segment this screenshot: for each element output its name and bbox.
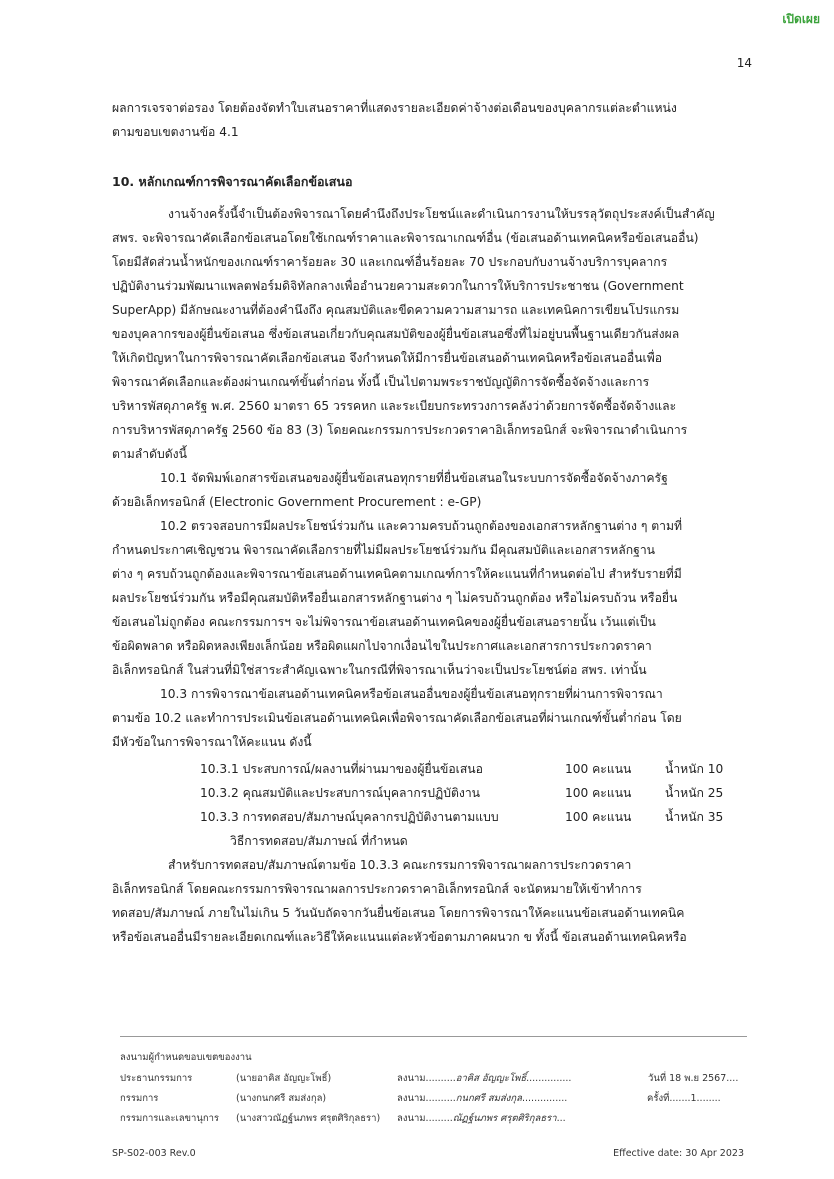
document-code: SP-S02-003 Rev.0 [112,1148,196,1159]
effective-date: Effective date: 30 Apr 2023 [613,1148,744,1159]
text-line: หรือข้อเสนออื่นมีรายละเอียดเกณฑ์และวิธีให้คะแนนแต่ละหัวข้อตามภาคผนวก ข ทั้งนี้ ข้อเสนอด้านเทคนิคหรือ [112,930,687,944]
criteria-list [200,757,760,853]
text-line: ตามลำดับดังนี้ [112,447,187,461]
criteria-row [200,781,760,805]
text-line: ให้เกิดปัญหาในการพิจารณาคัดเลือกข้อเสนอ จึงกำหนดให้มีการยื่นข้อเสนอด้านเทคนิคหรือข้อเสนออื่นเพื่อ [112,351,663,365]
criteria-score: 100 คะแนน [565,810,632,824]
text-line: ตามขอบเขตงานข้อ 4.1 [112,125,239,139]
section-body [112,202,754,754]
criteria-name: 10.3.2 คุณสมบัติและประสบการณ์บุคลากรปฏิบัติงาน [200,786,480,800]
text-line: ข้อเสนอไม่ถูกต้อง คณะกรรมการฯ จะไม่พิจารณาข้อเสนอด้านเทคนิคของผู้ยื่นข้อเสนอรายนั้น เว้นแต่เป็น [112,615,656,629]
signer-role: กรรมการ [120,1093,159,1104]
text-line: SuperApp) มีลักษณะงานที่ต้องคำนึงถึง คุณสมบัติและขีดความความสามารถ และเทคนิคการเขียนโปรแกรม [112,303,680,317]
text-line: ผลประโยชน์ร่วมกัน หรือมีคุณสมบัติหรือยื่นเอกสารหลักฐานต่าง ๆ ไม่ครบถ้วนถูกต้อง หรือไม่ครบถ้วน หรือยื่น [112,591,678,605]
signature-line [397,1071,571,1086]
classification-label: เปิดเผย [782,12,820,26]
signature-divider [120,1036,747,1037]
signature-title: ลงนามผู้กำหนดขอบเขตของงาน [120,1052,252,1063]
criteria-name: 10.3.3 การทดสอบ/สัมภาษณ์บุคลากรปฏิบัติงานตามแบบ [200,810,499,824]
text-line: ตามข้อ 10.2 และทำการประเมินข้อเสนอด้านเทคนิคเพื่อพิจารณาคัดเลือกข้อเสนอที่ผ่านเกณฑ์ขั้นต่ำก่อน โดย [112,711,682,725]
signer-name: (นางกนกศรี สมส่งกุล) [236,1093,327,1104]
text-line: การบริหารพัสดุภาครัฐ 2560 ข้อ 83 (3) โดยคณะกรรมการประกวดราคาอิเล็กทรอนิกส์ จะพิจารณาดำเนินการ [112,423,688,437]
signer-name: (นายอาคิส อัญญะโพธิ์) [236,1073,332,1084]
page-number: 14 [736,56,752,70]
section-heading: 10. หลักเกณฑ์การพิจารณาคัดเลือกข้อเสนอ [112,174,353,189]
text-line: ข้อผิดพลาด หรือผิดหลงเพียงเล็กน้อย หรือผิดแผกไปจากเงื่อนไขในประกาศและเอกสารการประกวดราคา [112,639,652,653]
signature-line [397,1111,566,1126]
text-line: ด้วยอิเล็กทรอนิกส์ (Electronic Government Procurement : e-GP) [112,495,482,509]
text-line: 10.1 จัดพิมพ์เอกสารข้อเสนอของผู้ยื่นข้อเสนอทุกรายที่ยื่นข้อเสนอในระบบการจัดซื้อจัดจ้างภาครัฐ [160,471,668,485]
text-line: กำหนดประกาศเชิญชวน พิจารณาคัดเลือกรายที่ไม่มีผลประโยชน์ร่วมกัน มีคุณสมบัติและเอกสารหลักฐาน [112,543,656,557]
text-line: บริหารพัสดุภาครัฐ พ.ศ. 2560 มาตรา 65 วรรคหก และระเบียบกระทรวงการคลังว่าด้วยการจัดซื้อจัดจ้างและ [112,399,677,413]
signature-date: วันที่ 18 พ.ย 2567.... [648,1073,739,1084]
text-line: งานจ้างครั้งนี้จำเป็นต้องพิจารณาโดยคำนึงถึงประโยชน์และดำเนินการงานให้บรรลุวัตถุประสงค์เป็นสำคัญ [168,207,715,221]
criteria-score: 100 คะแนน [565,786,632,800]
intro-paragraph [112,96,754,144]
signer-role: ประธานกรรมการ [120,1073,193,1084]
criteria-name: 10.3.1 ประสบการณ์/ผลงานที่ผ่านมาของผู้ยื่นข้อเสนอ [200,762,483,776]
text-line: สพร. จะพิจารณาคัดเลือกข้อเสนอโดยใช้เกณฑ์ราคาและพิจารณาเกณฑ์อื่น (ข้อเสนอด้านเทคนิคหรือข้อเสนออื่น) [112,231,699,245]
criteria-row [200,757,760,781]
criteria-weight: น้ำหนัก 35 [665,810,724,824]
sign-suffix: ... [556,1113,566,1124]
signature-line [397,1091,567,1106]
text-line: ผลการเจรจาต่อรอง โดยต้องจัดทำใบเสนอราคาที่แสดงรายละเอียดค่าจ้างต่อเดือนของบุคลากรแต่ละตำแหน่ง [112,101,677,115]
criteria-weight: น้ำหนัก 25 [665,786,724,800]
text-line: ของบุคลากรของผู้ยื่นข้อเสนอ ซึ่งข้อเสนอเกี่ยวกับคุณสมบัติของผู้ยื่นข้อเสนอซึ่งที่ไม่อยู่บนพื้นฐานเดียวกันส่งผล [112,327,680,341]
signature-name: ณัฏฐ์นภพร ศรุตศิริกุลธรา [452,1113,557,1124]
criteria-weight: น้ำหนัก 10 [665,762,724,776]
text-line: 10.3 การพิจารณาข้อเสนอด้านเทคนิคหรือข้อเสนออื่นของผู้ยื่นข้อเสนอทุกรายที่ผ่านการพิจารณา [160,687,663,701]
text-line: สำหรับการทดสอบ/สัมภาษณ์ตามข้อ 10.3.3 คณะกรรมการพิจารณาผลการประกวดราคา [168,858,632,872]
text-line: มีหัวข้อในการพิจารณาให้คะแนน ดังนี้ [112,735,312,749]
text-line: ต่าง ๆ ครบถ้วนถูกต้องและพิจารณาข้อเสนอด้านเทคนิคตามเกณฑ์การให้คะแนนที่กำหนดต่อไป สำหรับรายที่มี [112,567,682,581]
text-line: อิเล็กทรอนิกส์ ในส่วนที่มิใช่สาระสำคัญเฉพาะในกรณีที่พิจารณาเห็นว่าจะเป็นประโยชน์ต่อ สพร. เท่านั้น [112,663,647,677]
sign-prefix: ลงนาม.......... [397,1093,456,1104]
signature-name: กนกศรี สมส่งกุล [455,1093,522,1104]
criteria-score: 100 คะแนน [565,762,632,776]
criteria-row-continuation [200,829,760,853]
sign-prefix: ลงนาม......... [397,1113,453,1124]
text-line: ทดสอบ/สัมภาษณ์ ภายในไม่เกิน 5 วันนับถัดจากวันยื่นข้อเสนอ โดยการพิจารณาให้คะแนนข้อเสนอด้านเทคนิค [112,906,685,920]
sign-suffix: ............... [521,1093,568,1104]
signature-name: อาคิส อัญญะโพธิ์ [455,1073,527,1084]
text-line: พิจารณาคัดเลือกและต้องผ่านเกณฑ์ขั้นต่ำก่อน ทั้งนี้ เป็นไปตามพระราชบัญญัติการจัดซื้อจัดจ้างและการ [112,375,650,389]
text-line: โดยมีสัดส่วนน้ำหนักของเกณฑ์ราคาร้อยละ 30 และเกณฑ์อื่นร้อยละ 70 ประกอบกับงานจ้างบริการบุคลากร [112,255,668,269]
interview-paragraph [112,853,754,949]
signer-role: กรรมการและเลขานุการ [120,1113,220,1124]
text-line: อิเล็กทรอนิกส์ โดยคณะกรรมการพิจารณาผลการประกวดราคาอิเล็กทรอนิกส์ จะนัดหมายให้เข้าทำการ [112,882,642,896]
text-line: 10.2 ตรวจสอบการมีผลประโยชน์ร่วมกัน และความครบถ้วนถูกต้องของเอกสารหลักฐานต่าง ๆ ตามที่ [160,519,683,533]
text-line: ปฏิบัติงานร่วมพัฒนาแพลตฟอร์มดิจิทัลกลางเพื่ออำนวยความสะดวกในการให้บริการประชาชน (Government [112,279,684,293]
sign-prefix: ลงนาม.......... [397,1073,456,1084]
criteria-row [200,805,760,829]
signature-round: ครั้งที่.......1........ [647,1093,721,1104]
signer-name: (นางสาวณัฏฐ์นภพร ศรุตศิริกุลธรา) [236,1113,381,1124]
criteria-continuation: วิธีการทดสอบ/สัมภาษณ์ ที่กำหนด [230,834,408,848]
sign-suffix: ............... [526,1073,572,1084]
